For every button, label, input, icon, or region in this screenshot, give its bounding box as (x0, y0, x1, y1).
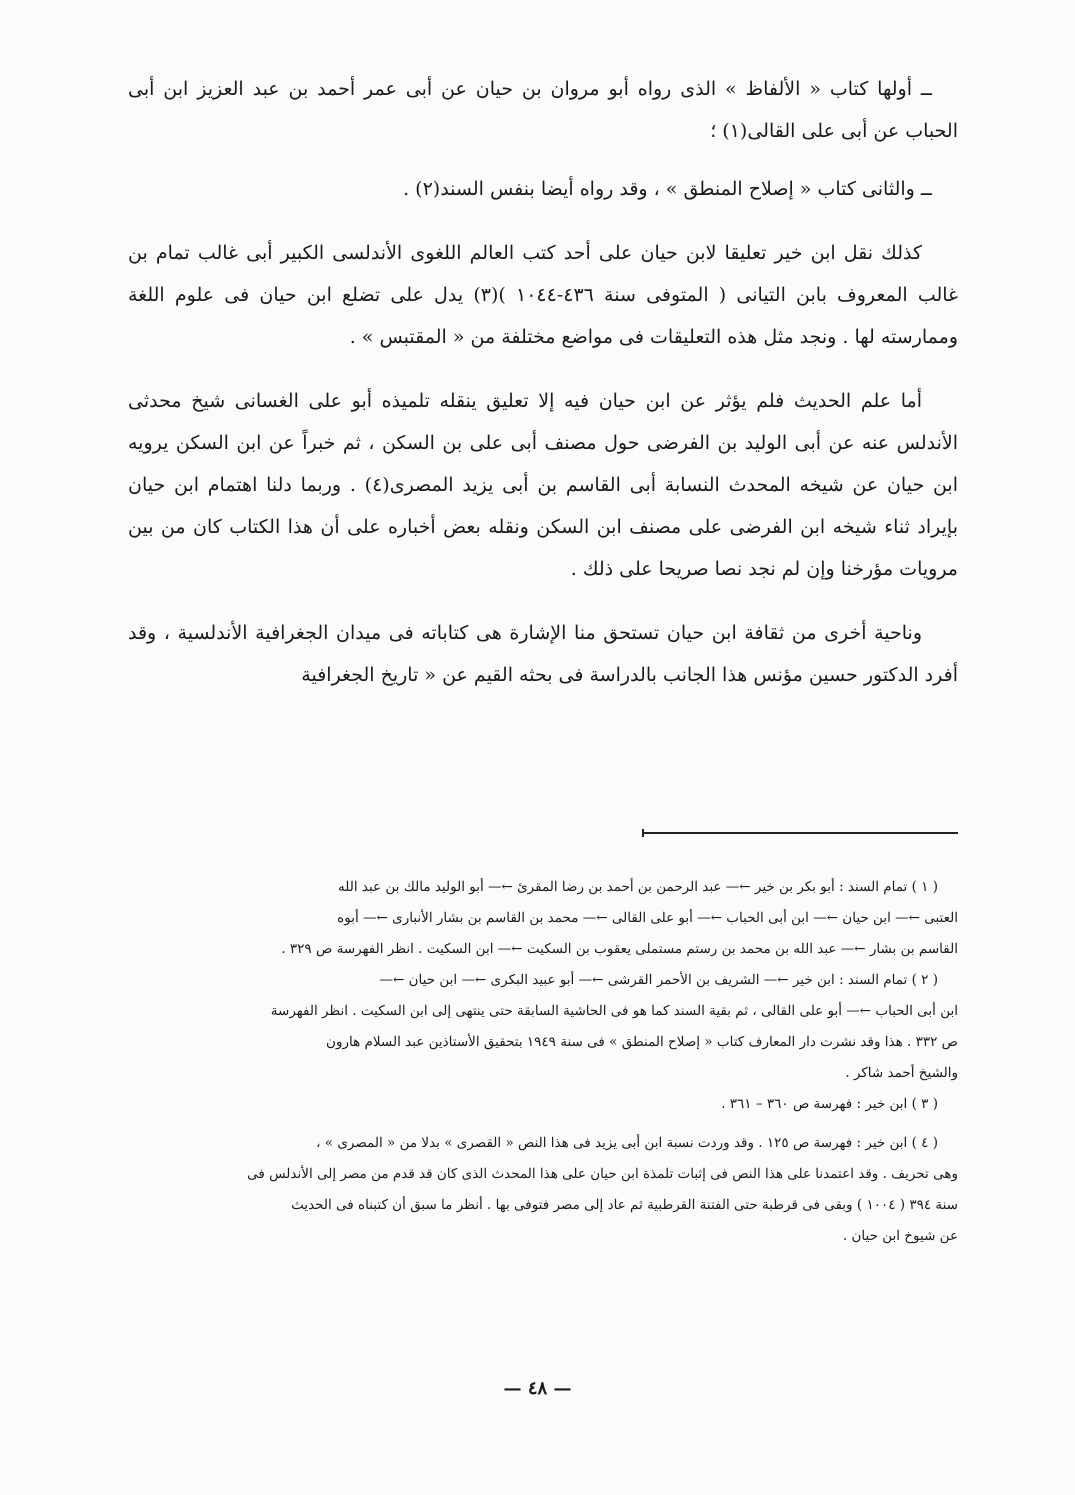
footnote-2-line: ص ٣٣٢ . هذا وقد نشرت دار المعارف كتاب « إصلاح المنطق » فى سنة ١٩٤٩ بتحقيق الأستاذين عبد السلام هارون (326, 1034, 958, 1050)
footnote-1-line: ( ١ ) تمام السند : أبو بكر بن خير ←— عبد الرحمن بن أحمد بن رضا المقرئ ←— أبو الوليد مالك بن عبد الله (338, 879, 938, 895)
main-text (128, 68, 958, 718)
footnote-3-line: ( ٣ ) ابن خير : فهرسة ص ٣٦٠ – ٣٦١ . (721, 1096, 938, 1112)
footnote-4-line: وهى تحريف . وقد اعتمدنا على هذا النص فى إثبات تلمذة ابن حيان على هذا المحدث الذى كان قد قدم من مصر إلى الأندلس فى (247, 1166, 958, 1182)
paragraph-hadith: أما علم الحديث فلم يؤثر عن ابن حيان فيه إلا تعليق ينقله تلميذه أبو على الغسانى شيخ محدثى الأندلس عنه عن أبى الوليد بن الفرضى حول مصنف أبى على بن السكن ، ثم خبراً عن ابن السكن يرويه ابن حيان عن شيخه المحدث النسابة أبى القاسم بن أبى يزيد المصرى(٤) . وربما دلنا اهتمام ابن حيان بإيراد ثناء شيخه ابن الفرضى على مصنف ابن السكن ونقله بعض أخباره على أن هذا الكتاب كان من بين مرويات مؤرخنا وإن لم نجد نصا صريحا على ذلك . (128, 390, 958, 580)
footnote-1-line: العتبى ←— ابن حيان ←— ابن أبى الحباب ←— أبو على القالى ←— محمد بن القاسم بن بشار الأنبارى ←— أبوه (337, 910, 958, 926)
page-number: — ٤٨ — (503, 1378, 572, 1399)
paragraph-geography: وناحية أخرى من ثقافة ابن حيان تستحق منا الإشارة هى كتاباته فى ميدان الجغرافية الأندلسية ، وقد أفرد الدكتور حسين مؤنس هذا الجانب بالدراسة فى بحثه القيم عن « تاريخ الجغرافية (128, 622, 958, 686)
footnote-1-line: القاسم بن بشار ←— عبد الله بن محمد بن رستم مستملى يعقوب بن السكيت ←— ابن السكيت . انظر الفهرسة ص ٣٢٩ . (281, 941, 958, 957)
paragraph-first-book: ــ أولها كتاب « الألفاظ » الذى رواه أبو مروان بن حيان عن أبى عمر أحمد بن عبد العزيز ابن أبى الحباب عن أبى على القالى(١) ؛ (128, 78, 958, 142)
footnote-2-line: والشيخ أحمد شاكر . (845, 1065, 958, 1081)
footnotes (128, 872, 958, 1252)
footnote-2-line: ابن أبى الحباب ←— أبو على القالى ، ثم بقية السند كما هو فى الحاشية السابقة حتى ينتهى إلى ابن السكيت . انظر الفهرسة (270, 1003, 958, 1019)
footnote-4-line: ( ٤ ) ابن خير : فهرسة ص ١٢٥ . وقد وردت نسبة ابن أبى يزيد فى هذا النص « القصرى » بدلا من « المصرى » ، (316, 1135, 938, 1151)
footnote-separator (642, 832, 958, 834)
footnote-4-line: سنة ٣٩٤ ( ١٠٠٤ ) وبقى فى قرطبة حتى الفتنة القرطبية ثم عاد إلى مصر فتوفى بها . أنظر ما سبق أن كتبناه فى الحديث (291, 1197, 958, 1213)
paragraph-language-commentary: كذلك نقل ابن خير تعليقا لابن حيان على أحد كتب العالم اللغوى الأندلسى الكبير أبى غالب تمام بن غالب المعروف بابن التيانى ( المتوفى سنة ٤٣٦-١٠٤٤ )(٣) يدل على تضلع ابن حيان فى علوم اللغة وممارسته لها . ونجد مثل هذه التعليقات فى مواضع مختلفة من « المقتبس » . (128, 242, 958, 348)
footnote-2-line: ( ٢ ) تمام السند : ابن خير ←— الشريف بن الأحمر القرشى ←— أبو عبيد البكرى ←— ابن حيان ←— (379, 972, 938, 988)
footnote-4-line: عن شيوخ ابن حيان . (842, 1228, 958, 1244)
paragraph-second-book: ــ والثانى كتاب « إصلاح المنطق » ، وقد رواه أيضا بنفس السند(٢) . (403, 178, 932, 200)
